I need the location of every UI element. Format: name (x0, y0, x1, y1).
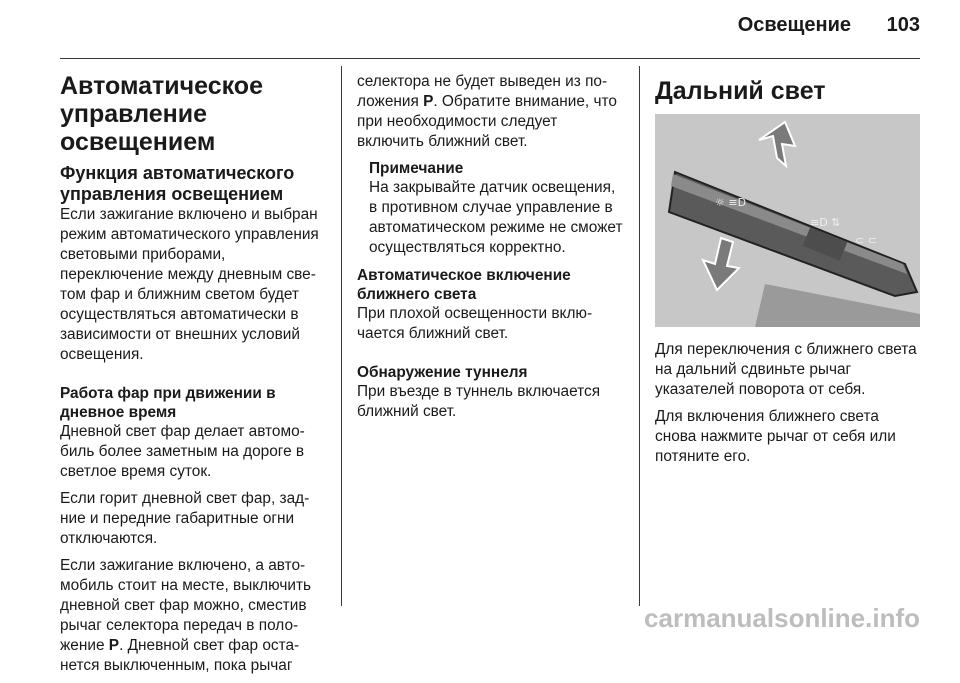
page-number: 103 (886, 14, 920, 36)
high-beam-paragraph-1: Для переключения с ближнего света на дальний сдвиньте рычаг указателей поворота от себя. (655, 341, 917, 398)
column-2 (357, 72, 625, 429)
note-text: На закрывайте датчик освещения, в противном случае управление в автоматическом режиме не сможет осуществляться корректно. (369, 179, 623, 256)
section-title: Освещение (737, 14, 852, 36)
note-title: Примечание (369, 160, 464, 177)
continuation-paragraph: селектора не будет выведен из положения P. Обратите внимание, что при необходимости следует включить ближний свет. (357, 73, 617, 150)
svg-text:≡D ⇅: ≡D ⇅ (810, 216, 841, 229)
header-rule (60, 58, 920, 59)
column-divider-1 (341, 66, 342, 606)
tunnel-detection-paragraph: При въезде в туннель включается ближний свет. (357, 383, 601, 420)
auto-lighting-heading: Автоматическое управление освещением (60, 72, 263, 156)
auto-low-beam-subheading: Автоматическое включение ближнего света (357, 267, 571, 303)
daytime-paragraph-1: Дневной свет фар делает автомобиль более заметным на дороге в светлое время суток. (60, 423, 305, 480)
auto-lighting-paragraph: Если зажигание включено и выбран режим автоматического управления световыми приборами, переключение между дневным светом фар и ближним светом будет осуществляться автоматически в зависимости от внешних условий освещения. (60, 206, 319, 363)
note-block (369, 159, 625, 258)
auto-lighting-function-subheading: Функция автоматического управления освещением (60, 163, 295, 204)
auto-low-beam-paragraph: При плохой освещенности включается ближний свет. (357, 305, 593, 342)
daytime-running-subheading: Работа фар при движении в дневное время (60, 385, 276, 421)
watermark: carmanualsonline.info (644, 603, 920, 633)
gear-p-label-2: P (423, 93, 434, 110)
daytime-paragraph-2: Если горит дневной свет фар, задние и передние габаритные огни отключаются. (60, 490, 310, 547)
high-beam-paragraph-2: Для включения ближнего света снова нажмите рычаг от себя или потяните его. (655, 408, 896, 465)
gear-p-label: P (108, 637, 120, 654)
high-beam-heading: Дальний свет (655, 77, 826, 105)
daytime-paragraph-3: Если зажигание включено, а автомобиль стоит на месте, выключить дневной свет фар можно, сместив рычаг селектора передач в положение P. Дневной свет фар останется выключенным, пока рычаг (60, 557, 312, 674)
column-divider-2 (639, 66, 640, 606)
column-3 (655, 72, 923, 474)
page-header (738, 14, 920, 37)
svg-text:☼ ≡D: ☼ ≡D (715, 196, 747, 209)
stalk-illustration (655, 114, 920, 327)
svg-text:⊂ ⊂: ⊂ ⊂ (855, 234, 877, 247)
column-1 (60, 72, 328, 683)
tunnel-detection-subheading: Обнаружение туннеля (357, 364, 528, 381)
